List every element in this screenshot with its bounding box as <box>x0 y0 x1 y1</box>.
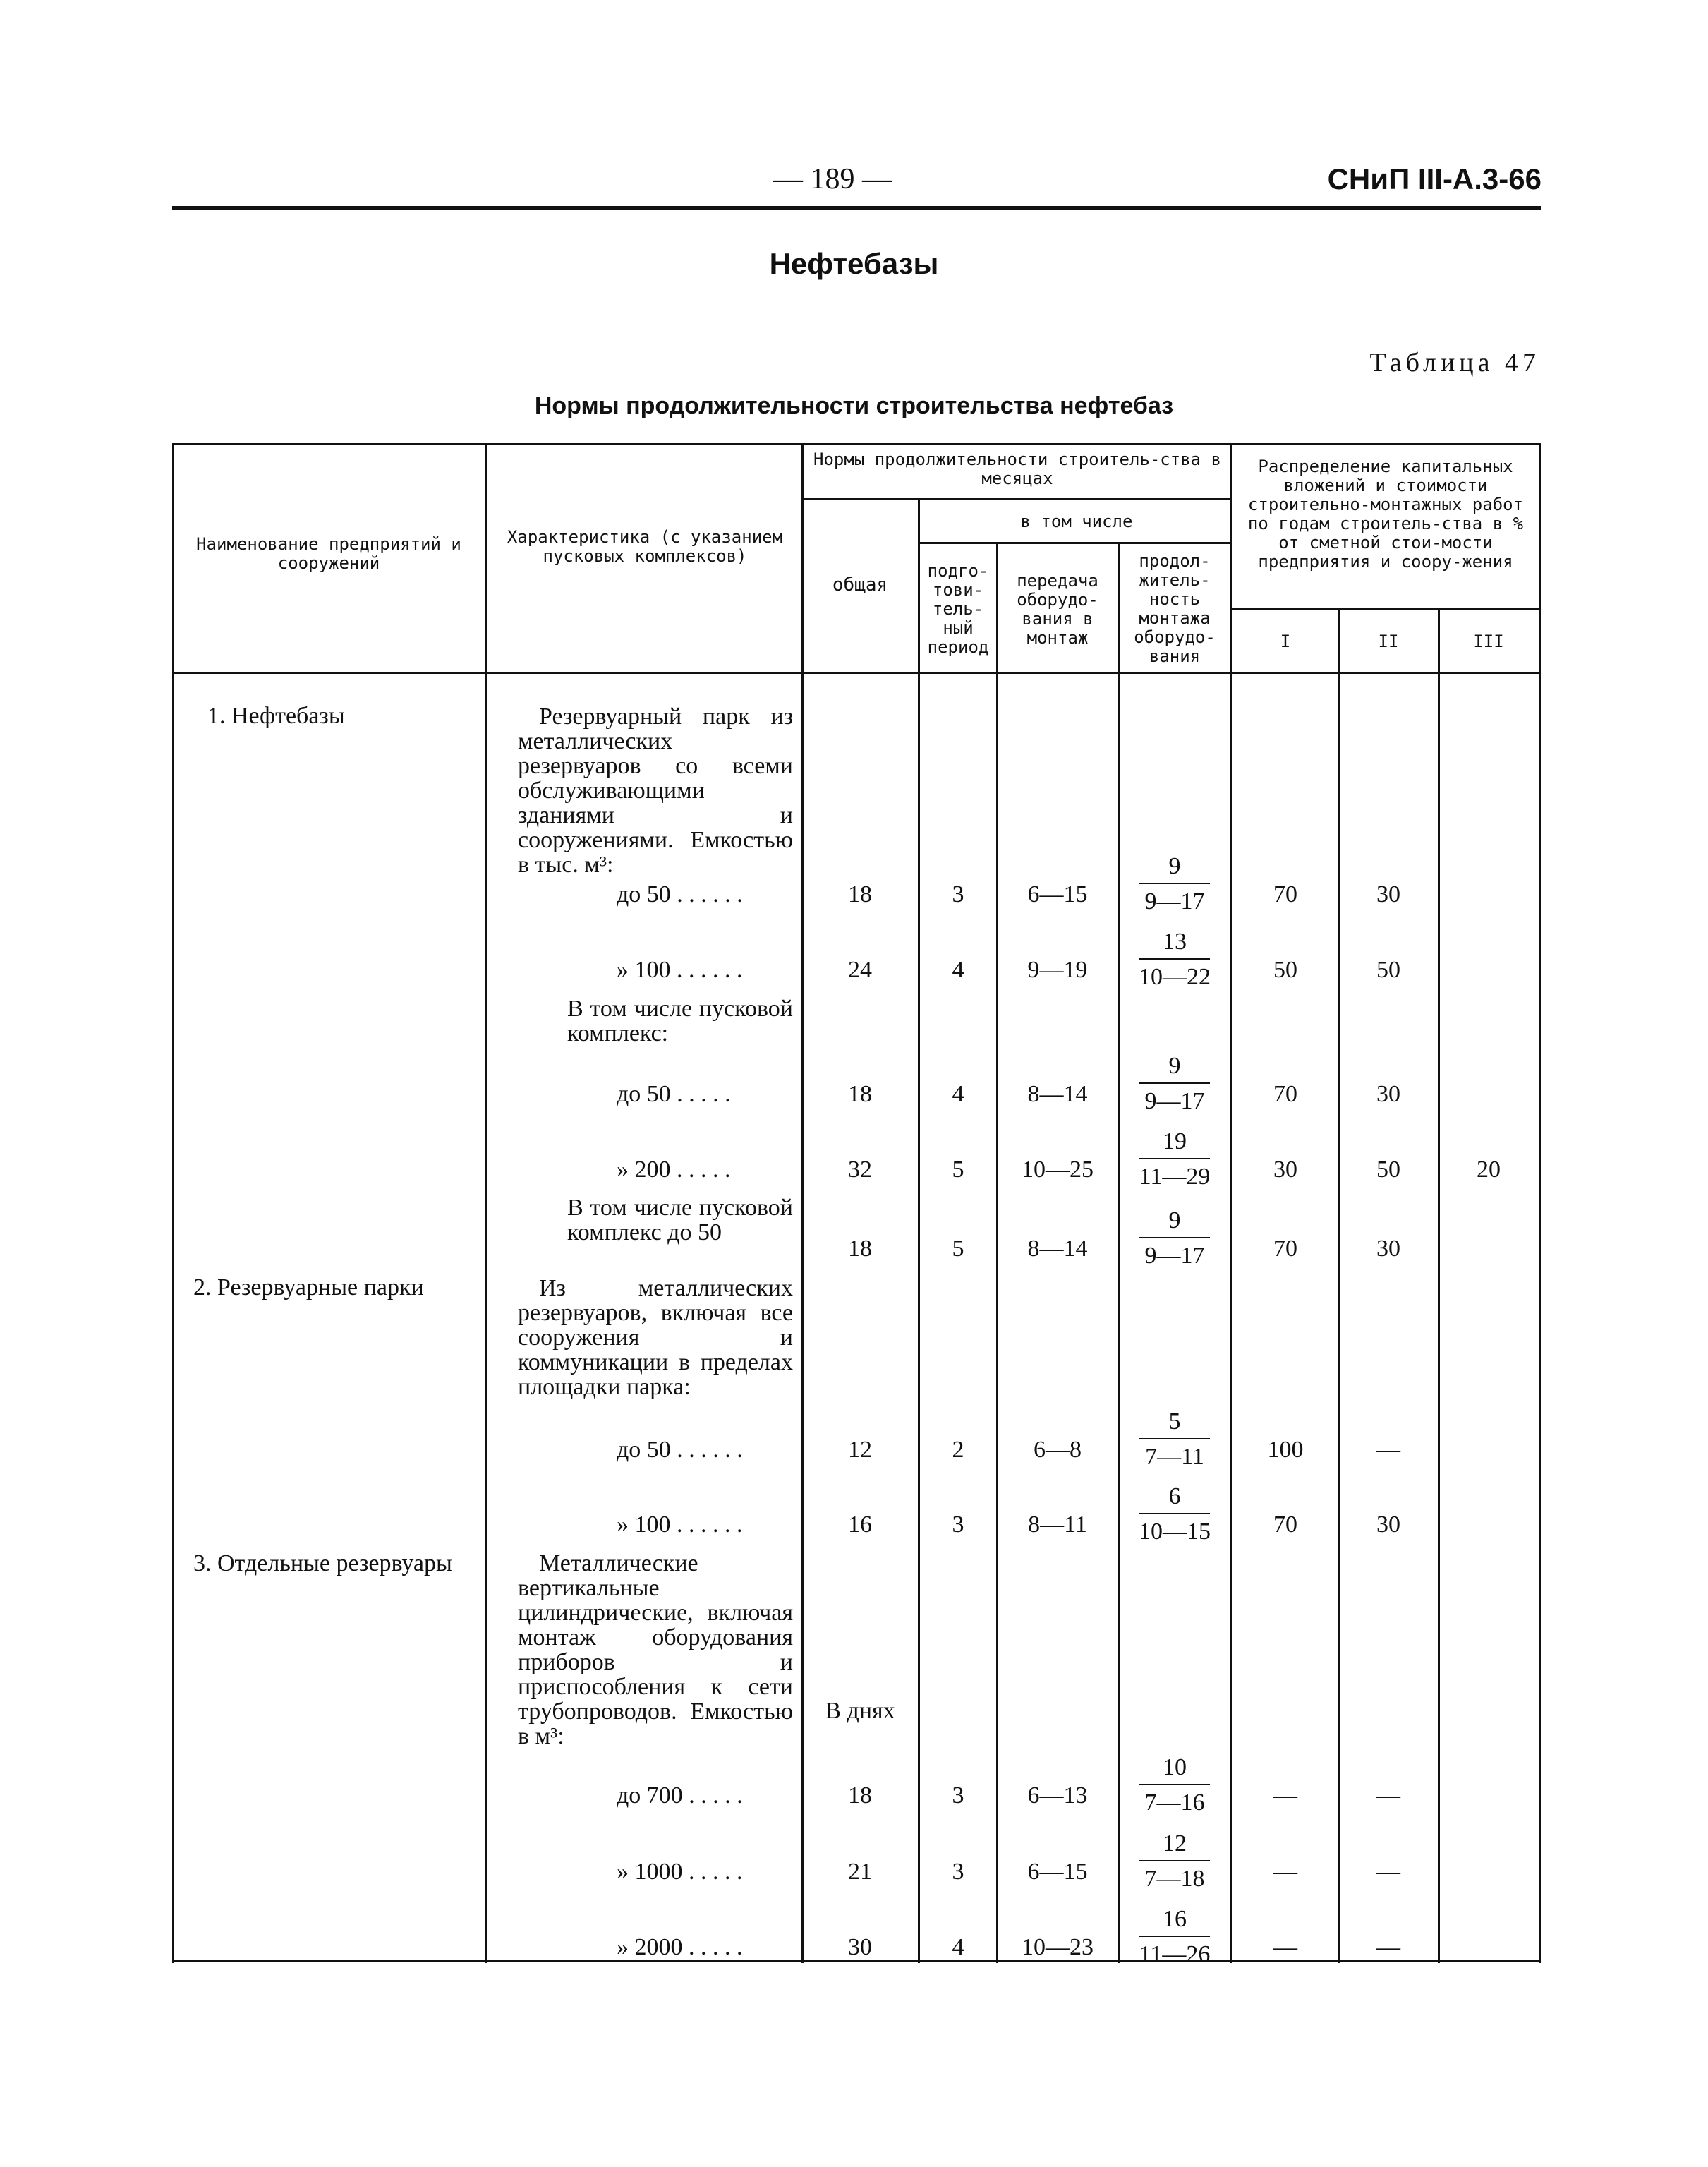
row-7-prep: 3 <box>952 1511 964 1538</box>
row-5-transfer: 8—14 <box>1027 1236 1088 1262</box>
header-year-3: III <box>1473 632 1504 651</box>
row-1-total: 18 <box>848 881 872 907</box>
row-10-y2: — <box>1376 1934 1400 1960</box>
row-2-duration-top: 13 <box>1139 929 1210 960</box>
group-desc-2: Из металлических резервуаров, включая все сооружения и коммуникации в пределах площадки парка: <box>518 1275 793 1400</box>
header-prep: подго-тови-тель-ный период <box>927 561 989 657</box>
group-name-1: 1. Нефтебазы <box>207 703 345 729</box>
row-9-duration <box>1120 1830 1229 1893</box>
row-7-y2: 30 <box>1376 1511 1400 1538</box>
table-bottom-rule <box>172 1960 1541 1962</box>
header-incl: в том числе <box>1020 512 1133 531</box>
row-5-duration-top: 9 <box>1139 1207 1210 1238</box>
row-9-duration-top: 12 <box>1139 1830 1210 1861</box>
row-4-duration-bottom: 11—29 <box>1139 1164 1211 1190</box>
subhead-launch-complex-2: В том числе пусковой комплекс до 50 <box>567 1195 793 1245</box>
header-bottom-rule <box>172 672 1541 674</box>
header-total: общая <box>832 574 888 596</box>
row-1-transfer: 6—15 <box>1027 881 1088 907</box>
row-4-duration <box>1120 1128 1229 1190</box>
col-rule-4 <box>996 542 998 1963</box>
row-9-total: 21 <box>848 1859 872 1885</box>
table-top-rule <box>172 443 1541 445</box>
table-right-rule <box>1539 443 1541 1963</box>
group-desc-3: Металлические вертикальные цилиндрические, включая монтаж оборудования приборов и приспособления к сети трубопроводов. Емкостью в м³: <box>518 1550 793 1749</box>
col-rule-1 <box>485 443 487 1963</box>
header-characteristic: Характеристика (с указанием пусковых комплексов) <box>507 527 783 566</box>
row-1-duration-top: 9 <box>1139 853 1210 884</box>
row-2-duration <box>1120 929 1229 991</box>
group-desc-1: Резервуарный парк из металлических резервуаров со всеми обслуживающими зданиями и сооружениями. Емкостью в тыс. м³: <box>518 704 793 878</box>
row-1-duration-bottom: 9—17 <box>1144 888 1205 915</box>
header-norms: Нормы продолжительности строитель-ства в месяцах <box>813 449 1221 488</box>
row-3-label: до 50 . . . . . <box>617 1081 731 1107</box>
row-8-duration <box>1120 1754 1229 1816</box>
row-1-label: до 50 . . . . . . <box>617 881 743 907</box>
row-4-duration-top: 19 <box>1139 1128 1210 1159</box>
row-2-transfer: 9—19 <box>1027 957 1088 983</box>
row-2-y2: 50 <box>1376 957 1400 983</box>
row-2-duration-bottom: 10—22 <box>1139 964 1211 990</box>
subhead-days: В днях <box>825 1698 895 1724</box>
row-6-total: 12 <box>848 1437 872 1463</box>
header-year-2: II <box>1378 632 1399 651</box>
row-4-y1: 30 <box>1273 1157 1297 1183</box>
col-rule-5 <box>1118 542 1120 1963</box>
row-8-duration-top: 10 <box>1139 1754 1210 1785</box>
col-rule-8 <box>1438 608 1440 1963</box>
row-2-y1: 50 <box>1273 957 1297 983</box>
row-3-prep: 4 <box>952 1081 964 1107</box>
row-6-y1: 100 <box>1267 1437 1304 1463</box>
row-3-duration-bottom: 9—17 <box>1144 1088 1205 1114</box>
row-10-label: » 2000 . . . . . <box>617 1934 743 1960</box>
row-4-prep: 5 <box>952 1157 964 1183</box>
row-4-y2: 50 <box>1376 1157 1400 1183</box>
row-2-prep: 4 <box>952 957 964 983</box>
row-6-label: до 50 . . . . . . <box>617 1437 743 1463</box>
row-1-y2: 30 <box>1376 881 1400 907</box>
row-1-prep: 3 <box>952 881 964 907</box>
row-10-duration <box>1120 1906 1229 1968</box>
row-8-duration-bottom: 7—16 <box>1144 1789 1205 1816</box>
row-10-total: 30 <box>848 1934 872 1960</box>
row-7-total: 16 <box>848 1511 872 1538</box>
row-6-duration <box>1120 1408 1229 1471</box>
row-7-duration <box>1120 1483 1229 1545</box>
row-2-label: » 100 . . . . . . <box>617 957 743 983</box>
header-distribution: Распределение капитальных вложений и стоимости строительно-монтажных работ по годам строитель-ства в % от сметной стои-мости предприятия и соору-жения <box>1247 457 1524 572</box>
subhead-launch-complex-1: В том числе пусковой комплекс: <box>567 996 793 1046</box>
document-code: СНиП III-А.3-66 <box>1327 162 1542 195</box>
table-label: Таблица 47 <box>1369 348 1540 378</box>
table-left-rule <box>172 443 174 1963</box>
col-rule-7 <box>1338 608 1340 1963</box>
row-7-label: » 100 . . . . . . <box>617 1511 743 1538</box>
row-5-prep: 5 <box>952 1236 964 1262</box>
row-4-total: 32 <box>848 1157 872 1183</box>
row-6-prep: 2 <box>952 1437 964 1463</box>
row-8-y1: — <box>1273 1782 1297 1809</box>
incl-sub-rule <box>920 542 1232 544</box>
row-6-duration-bottom: 7—11 <box>1145 1444 1204 1470</box>
row-4-transfer: 10—25 <box>1022 1157 1094 1183</box>
row-8-label: до 700 . . . . . <box>617 1782 743 1809</box>
group-name-3: 3. Отдельные резервуары <box>193 1550 452 1576</box>
row-10-transfer: 10—23 <box>1022 1934 1094 1960</box>
row-5-y1: 70 <box>1273 1236 1297 1262</box>
section-title: Нефтебазы <box>769 247 939 280</box>
row-9-transfer: 6—15 <box>1027 1859 1088 1885</box>
row-10-duration-bottom: 11—26 <box>1139 1941 1211 1967</box>
row-3-duration-top: 9 <box>1139 1053 1210 1084</box>
row-3-transfer: 8—14 <box>1027 1081 1088 1107</box>
row-6-y2: — <box>1376 1437 1400 1463</box>
row-3-y2: 30 <box>1376 1081 1400 1107</box>
row-8-transfer: 6—13 <box>1027 1782 1088 1809</box>
header-rule <box>172 206 1541 210</box>
row-5-duration <box>1120 1207 1229 1269</box>
col-rule-2 <box>801 443 804 1963</box>
row-9-duration-bottom: 7—18 <box>1144 1866 1205 1892</box>
row-3-total: 18 <box>848 1081 872 1107</box>
row-5-y2: 30 <box>1376 1236 1400 1262</box>
row-7-transfer: 8—11 <box>1028 1511 1087 1538</box>
row-7-duration-top: 6 <box>1139 1483 1210 1514</box>
row-9-prep: 3 <box>952 1859 964 1885</box>
row-2-total: 24 <box>848 957 872 983</box>
row-4-y3: 20 <box>1477 1157 1501 1183</box>
distribution-sub-rule <box>1232 608 1541 610</box>
col-rule-3 <box>918 498 920 1963</box>
row-10-prep: 4 <box>952 1934 964 1960</box>
row-8-y2: — <box>1376 1782 1400 1809</box>
row-7-duration-bottom: 10—15 <box>1139 1519 1211 1545</box>
row-10-duration-top: 16 <box>1139 1906 1210 1937</box>
row-10-y1: — <box>1273 1934 1297 1960</box>
row-1-y1: 70 <box>1273 881 1297 907</box>
header-transfer: передача оборудо-вания в монтаж <box>1017 571 1098 648</box>
row-5-total: 18 <box>848 1236 872 1262</box>
row-7-y1: 70 <box>1273 1511 1297 1538</box>
row-9-y1: — <box>1273 1859 1297 1885</box>
col-rule-6 <box>1230 443 1232 1963</box>
header-duration: продол-житель-ность монтажа оборудо-вания <box>1134 551 1216 666</box>
row-8-prep: 3 <box>952 1782 964 1809</box>
row-9-y2: — <box>1376 1859 1400 1885</box>
header-year-1: I <box>1280 632 1291 651</box>
row-3-duration <box>1120 1053 1229 1115</box>
row-6-transfer: 6—8 <box>1034 1437 1082 1463</box>
page-number: — 189 — <box>773 163 892 195</box>
row-1-duration <box>1120 853 1229 915</box>
table-title: Нормы продолжительности строительства нефтебаз <box>534 392 1174 419</box>
norms-table <box>172 443 1541 1967</box>
norms-sub-rule <box>804 498 1232 500</box>
row-4-label: » 200 . . . . . <box>617 1157 731 1183</box>
row-6-duration-top: 5 <box>1139 1408 1210 1439</box>
header-name: Наименование предприятий и сооружений <box>196 534 461 573</box>
row-5-duration-bottom: 9—17 <box>1144 1243 1205 1269</box>
row-9-label: » 1000 . . . . . <box>617 1859 743 1885</box>
row-8-total: 18 <box>848 1782 872 1809</box>
row-3-y1: 70 <box>1273 1081 1297 1107</box>
group-name-2: 2. Резервуарные парки <box>193 1274 424 1300</box>
